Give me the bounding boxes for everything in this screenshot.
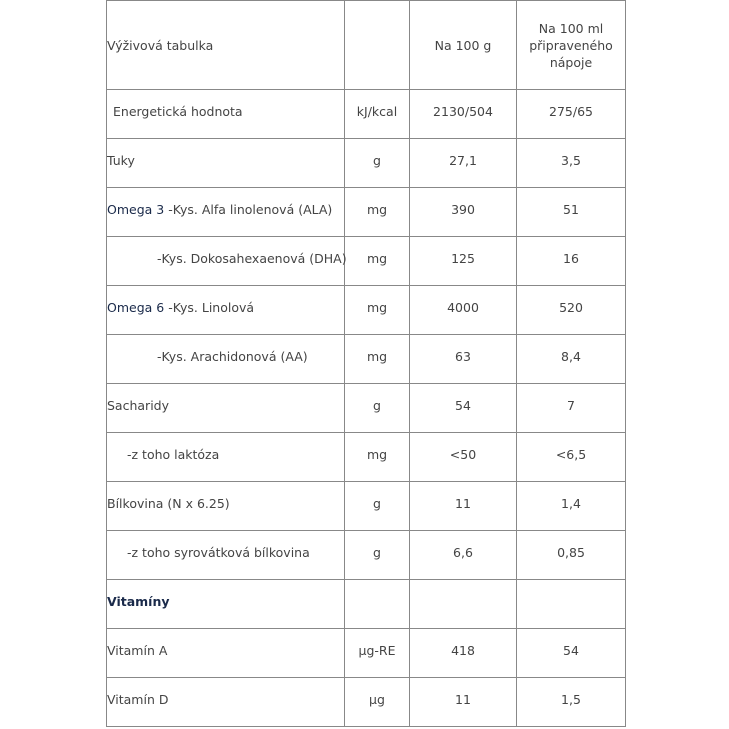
row-label-text: Vitamín A (107, 642, 168, 658)
row-unit-text: g (373, 495, 381, 511)
row-per-100ml-text: 54 (563, 642, 579, 658)
row-per-100ml (517, 629, 626, 678)
row-unit-text: kJ/kcal (356, 103, 398, 119)
row-per-100ml (517, 237, 626, 286)
row-unit-text: µg (369, 691, 385, 707)
row-per-100g (410, 237, 517, 286)
table-row (107, 384, 626, 433)
row-unit (345, 139, 410, 188)
row-per-100g (410, 335, 517, 384)
row-label (107, 237, 345, 286)
row-unit-text: mg (366, 250, 388, 266)
row-label-text: Energetická hodnota (113, 103, 243, 119)
row-label-text: -z toho syrovátková bílkovina (127, 544, 310, 560)
omega-6-prefix: Omega 6 (107, 299, 165, 315)
row-unit-text: mg (366, 299, 388, 315)
table-row (107, 188, 626, 237)
row-label (107, 286, 345, 335)
row-per-100g (410, 531, 517, 580)
table-row (107, 433, 626, 482)
row-per-100ml (517, 335, 626, 384)
row-per-100g-text: 11 (455, 495, 471, 511)
row-label-text: -Kys. Alfa linolenová (ALA) (164, 201, 333, 217)
row-per-100g-text: <50 (449, 446, 477, 462)
row-label (107, 482, 345, 531)
row-unit (345, 678, 410, 727)
row-per-100g-text: 54 (455, 397, 471, 413)
row-label (107, 139, 345, 188)
row-per-100g (410, 629, 517, 678)
row-unit-text: mg (366, 446, 388, 462)
row-unit (345, 580, 410, 629)
row-per-100ml-text: 51 (563, 201, 579, 217)
row-label (107, 384, 345, 433)
header-per-100ml: Na 100 ml připraveného nápoje (517, 1, 626, 90)
row-per-100g-text: 27,1 (449, 152, 477, 168)
row-per-100ml (517, 139, 626, 188)
row-per-100ml (517, 90, 626, 139)
row-per-100ml-text: 520 (559, 299, 583, 315)
row-label (107, 188, 345, 237)
row-per-100g (410, 188, 517, 237)
row-label (107, 629, 345, 678)
table-row (107, 482, 626, 531)
row-per-100g (410, 580, 517, 629)
row-unit-text: g (373, 544, 381, 560)
row-unit (345, 629, 410, 678)
row-unit-text: mg (366, 348, 388, 364)
row-unit (345, 90, 410, 139)
row-per-100ml (517, 482, 626, 531)
row-label (107, 678, 345, 727)
row-label-text: Sacharidy (107, 397, 169, 413)
table-header-row (107, 1, 626, 90)
row-per-100ml (517, 580, 626, 629)
row-per-100ml (517, 286, 626, 335)
row-unit (345, 531, 410, 580)
row-label-text: Tuky (107, 152, 135, 168)
row-per-100g (410, 678, 517, 727)
table-row (107, 678, 626, 727)
row-unit-text: mg (366, 201, 388, 217)
table-row (107, 629, 626, 678)
row-unit (345, 237, 410, 286)
header-per-100g: Na 100 g (410, 1, 517, 90)
header-title: Výživová tabulka (107, 1, 345, 90)
table-row (107, 286, 626, 335)
table-row (107, 139, 626, 188)
row-per-100ml (517, 433, 626, 482)
row-unit (345, 335, 410, 384)
row-label (107, 531, 345, 580)
row-label (107, 580, 345, 629)
header-unit (345, 1, 410, 90)
row-per-100g (410, 139, 517, 188)
row-label (107, 335, 345, 384)
row-per-100g-text: 6,6 (453, 544, 473, 560)
row-unit-text: µg-RE (358, 642, 396, 658)
row-unit (345, 286, 410, 335)
row-per-100g (410, 90, 517, 139)
row-label-text: Vitamín D (107, 691, 169, 707)
row-per-100ml-text: <6,5 (555, 446, 587, 462)
row-per-100ml (517, 678, 626, 727)
row-per-100ml-text: 7 (567, 397, 575, 413)
row-unit (345, 433, 410, 482)
row-label-text: -Kys. Linolová (164, 299, 255, 315)
vitamins-heading: Vitamíny (107, 593, 170, 609)
row-per-100g-text: 2130/504 (433, 103, 493, 119)
table-row (107, 531, 626, 580)
row-per-100ml-text: 1,4 (561, 495, 581, 511)
row-unit (345, 482, 410, 531)
row-per-100ml-text: 0,85 (557, 544, 585, 560)
row-per-100ml-text: 275/65 (549, 103, 593, 119)
row-per-100g-text: 390 (451, 201, 475, 217)
row-per-100ml-text: 3,5 (561, 152, 581, 168)
row-per-100g (410, 482, 517, 531)
row-per-100ml (517, 531, 626, 580)
row-per-100g-text: 4000 (447, 299, 479, 315)
row-label-text: -Kys. Dokosahexaenová (DHA) (157, 250, 347, 266)
row-per-100g-text: 11 (455, 691, 471, 707)
row-label (107, 90, 345, 139)
row-per-100g-text: 418 (451, 642, 475, 658)
row-label-text: -z toho laktóza (127, 446, 220, 462)
row-per-100ml-text: 16 (563, 250, 579, 266)
row-per-100g-text: 125 (451, 250, 475, 266)
row-per-100ml-text: 1,5 (561, 691, 581, 707)
row-per-100ml-text: 8,4 (561, 348, 581, 364)
row-label-text: -Kys. Arachidonová (AA) (157, 348, 308, 364)
row-per-100ml (517, 188, 626, 237)
row-per-100ml (517, 384, 626, 433)
nutrition-table (106, 0, 626, 727)
row-label-text: Bílkovina (N x 6.25) (107, 495, 230, 511)
row-per-100g-text: 63 (455, 348, 471, 364)
row-unit (345, 188, 410, 237)
row-unit-text: g (373, 397, 381, 413)
row-label (107, 433, 345, 482)
row-per-100g (410, 286, 517, 335)
table-row (107, 90, 626, 139)
row-unit-text: g (373, 152, 381, 168)
row-per-100g (410, 433, 517, 482)
omega-3-prefix: Omega 3 (107, 201, 165, 217)
row-per-100g (410, 384, 517, 433)
row-unit (345, 384, 410, 433)
table-row (107, 335, 626, 384)
table-row-section-vitamins (107, 580, 626, 629)
table-row (107, 237, 626, 286)
